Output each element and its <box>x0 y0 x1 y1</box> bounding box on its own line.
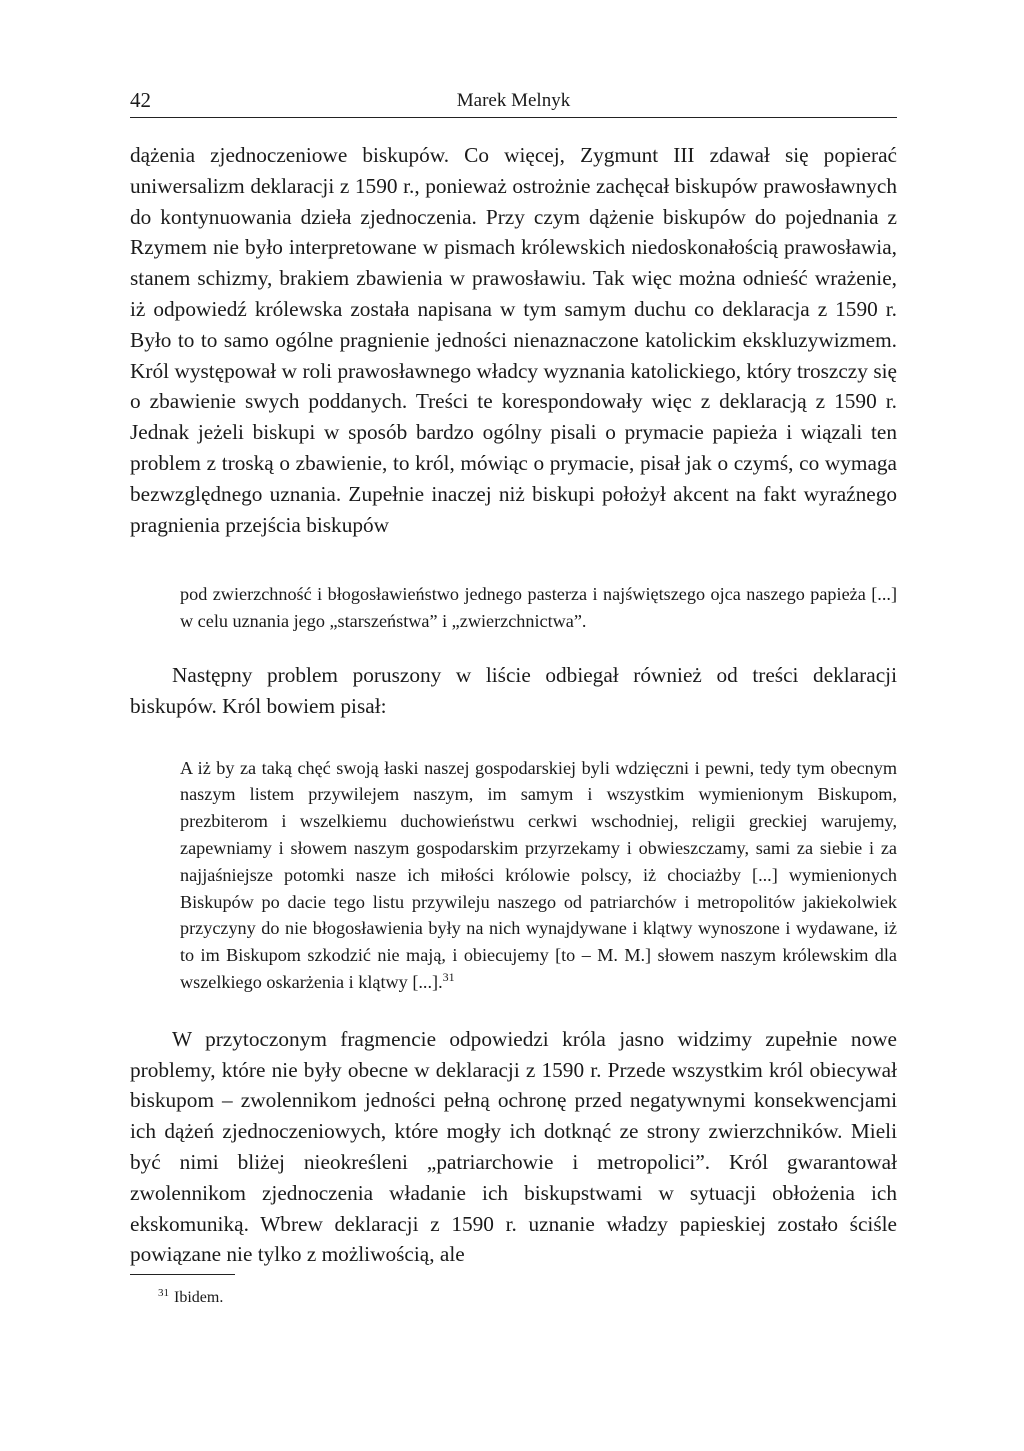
paragraph-1: dążenia zjednoczeniowe biskupów. Co więcej, Zygmunt III zdawał się popierać uniwersalizm deklaracji z 1590 r., ponieważ ostrożnie zachęcał biskupów prawosławnych do kontynuowania dzieła zjednoczenia. Przy czym dążenie biskupów do pojednania z Rzymem nie było interpretowane w pismach królewskich niedoskonałością prawosławia, stanem schizmy, brakiem zbawienia w prawosławiu. Tak więc można odnieść wrażenie, iż odpowiedź królewska została napisana w tym samym duchu co deklaracja z 1590 r. Było to to samo ogólne pragnienie jedności nienaznaczone katolickim ekskluzywizmem. Król występował w roli prawosławnego władcy wyznania katolickiego, który troszczy się o zbawienie swych poddanych. Treści te korespondowały więc z deklaracją z 1590 r. Jednak jeżeli biskupi w sposób bardzo ogólny pisali o prymacie papieża i wiązali ten problem z troską o zbawienie, to król, mówiąc o prymacie, pisał jak o czymś, co wymaga bezwzględnego uznania. Zupełnie inaczej niż biskupi położył akcent na fakt wyraźnego pragnienia przejścia biskupów <box>130 143 897 537</box>
page-body <box>130 140 897 1270</box>
paragraph-3: W przytoczonym fragmencie odpowiedzi króla jasno widzimy zupełnie nowe problemy, które nie były obecne w deklaracji z 1590 r. Przede wszystkim król obiecywał biskupom – zwolennikom jedności pełną ochronę przed negatywnymi konsekwencjami ich dążeń zjednoczeniowych, które mogły ich dotknąć ze strony zwierzchników. Mieli być nimi bliżej nieokreśleni „patriarchowie i metropolici”. Król gwarantował zwolennikom zjednoczenia władanie ich biskupstwami w sytuacji obłożenia ich ekskomuniką. Wbrew deklaracji z 1590 r. uznanie władzy papieskiej zostało ściśle powiązane nie tylko z możliwością, ale <box>130 1026 897 1267</box>
footnote-reference[interactable]: 31 <box>442 969 455 984</box>
footnote-rule <box>130 1274 235 1275</box>
header-rule <box>130 117 897 118</box>
footnote-text: Ibidem. <box>174 1289 224 1306</box>
footnote <box>158 1289 897 1307</box>
footnote-number: 31 <box>158 1287 169 1299</box>
block-quote-2-text: A iż by za taką chęć swoją łaski naszej gospodarskiej byli wdzięczni i pewni, tedy tym obecnym naszym listem przywilejem naszym, im samym i wszystkim wymienionym Biskupom, prezbiterom i wszelkiemu duchowieństwu cerkwi wschodniej, religii greckiej warujemy, zapewniamy i słowem naszym gospodarskim przyrzekamy i obwieszczamy, sami za siebie i za najjaśniejsze potomki nasze ich miłości królowie polscy, iż chociażby [...] wymienionych Biskupów po dacie tego listu przywileju naszego od patriarchów i metropolitów jakiekolwiek przyczyny do nie błogosławienia były na nich wynajdywane i klątwy wynoszone i wydawane, iż to im Biskupom szkodzić nie mają, i obiecujemy [to – M. M.] słowem naszym królewskim dla wszelkiego oskarżenia i klątwy [...]. <box>180 757 897 992</box>
page-header <box>130 88 897 118</box>
block-quote-2 <box>180 755 897 996</box>
block-quote-1: pod zwierzchność i błogosławieństwo jednego pasterza i najświętszego ojca naszego papieża [...] w celu uznania jego „starszeństwa” i „zwierzchnictwa”. <box>180 584 897 632</box>
page-number: 42 <box>130 88 151 112</box>
paragraph-2: Następny problem poruszony w liście odbiegał również od treści deklaracji biskupów. Król bowiem pisał: <box>130 662 897 718</box>
running-title: Marek Melnyk <box>456 90 571 111</box>
footnote-area <box>130 1274 897 1307</box>
